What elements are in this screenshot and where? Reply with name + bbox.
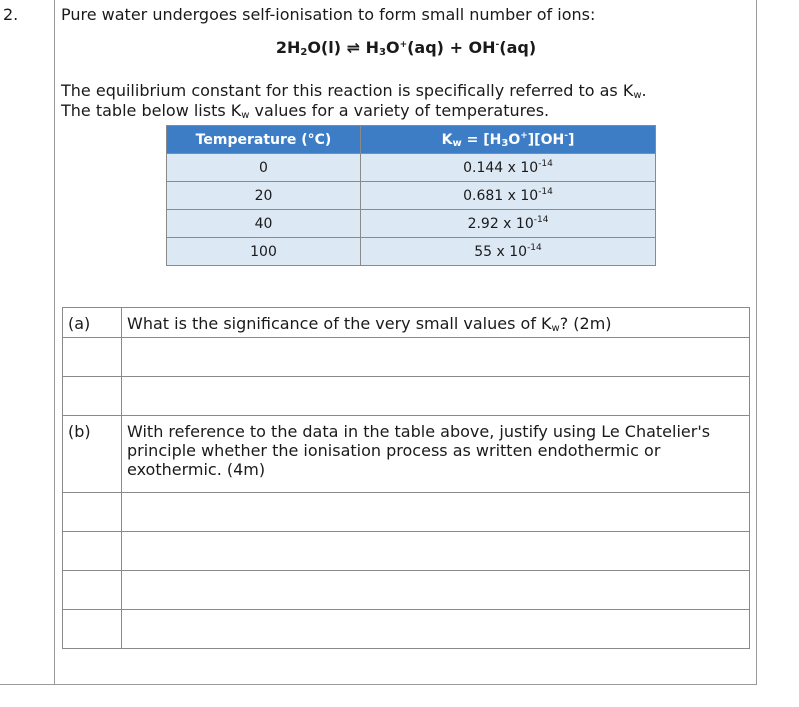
- question-number: 2.: [3, 5, 19, 24]
- answer-row[interactable]: [63, 532, 750, 571]
- kw-cell: 0.681 x $10^{-14}$: [361, 182, 656, 210]
- answer-row[interactable]: [63, 377, 750, 416]
- answer-line[interactable]: [122, 377, 750, 416]
- part-a-label: (a): [63, 308, 122, 338]
- header-temperature: Temperature (°C): [167, 126, 361, 154]
- question-intro: Pure water undergoes self-ionisation to form small number of ions:: [61, 5, 596, 24]
- kw-cell: 2.92 x $10^{-14}$: [361, 210, 656, 238]
- temp-cell: 40: [167, 210, 361, 238]
- table-row: [167, 210, 656, 238]
- answer-label-cell: [63, 532, 122, 571]
- answer-label-cell: [63, 377, 122, 416]
- answer-row[interactable]: [63, 571, 750, 610]
- answer-label-cell: [63, 493, 122, 532]
- paragraph-kw-definition: The equilibrium constant for this reaction is specifically referred to as $K_w$.: [61, 81, 647, 101]
- temp-cell: 0: [167, 154, 361, 182]
- answer-row[interactable]: [63, 338, 750, 377]
- answer-line[interactable]: [122, 493, 750, 532]
- part-a-question: What is the significance of the very small values of $K_w$? (2m): [122, 308, 750, 338]
- kw-table-header-row: [167, 126, 656, 154]
- part-b-question-row: [63, 416, 750, 493]
- answer-line[interactable]: [122, 571, 750, 610]
- equilibrium-arrow: ⇌: [346, 38, 361, 57]
- table-row: [167, 182, 656, 210]
- question-number-column: [0, 0, 55, 685]
- temp-cell: 100: [167, 238, 361, 266]
- part-a-question-row: [63, 308, 750, 338]
- answer-label-cell: [63, 338, 122, 377]
- answer-line[interactable]: [122, 532, 750, 571]
- table-row: [167, 154, 656, 182]
- answer-row[interactable]: [63, 493, 750, 532]
- answer-table: [62, 307, 750, 649]
- kw-cell: 0.144 x $10^{-14}$: [361, 154, 656, 182]
- table-row: [167, 238, 656, 266]
- kw-cell: 55 x $10^{-14}$: [361, 238, 656, 266]
- header-kw: $K_w = [H_3O^+][OH^-]$: [361, 126, 656, 154]
- part-b-label: (b): [63, 416, 122, 493]
- paragraph-table-intro: The table below lists $K_w$ values for a variety of temperatures.: [61, 101, 550, 121]
- kw-table: [166, 125, 656, 266]
- answer-label-cell: [63, 571, 122, 610]
- answer-label-cell: [63, 610, 122, 649]
- answer-line[interactable]: [122, 338, 750, 377]
- chemical-equation: $2H_2O(l)$ ⇌ $H_3O^+(aq) + OH^-(aq)$: [275, 38, 537, 58]
- answer-line[interactable]: [122, 610, 750, 649]
- temp-cell: 20: [167, 182, 361, 210]
- part-b-question: With reference to the data in the table above, justify using Le Chatelier's principle whether the ionisation process as written endothermic or exothermic. (4m): [122, 416, 750, 493]
- answer-row[interactable]: [63, 610, 750, 649]
